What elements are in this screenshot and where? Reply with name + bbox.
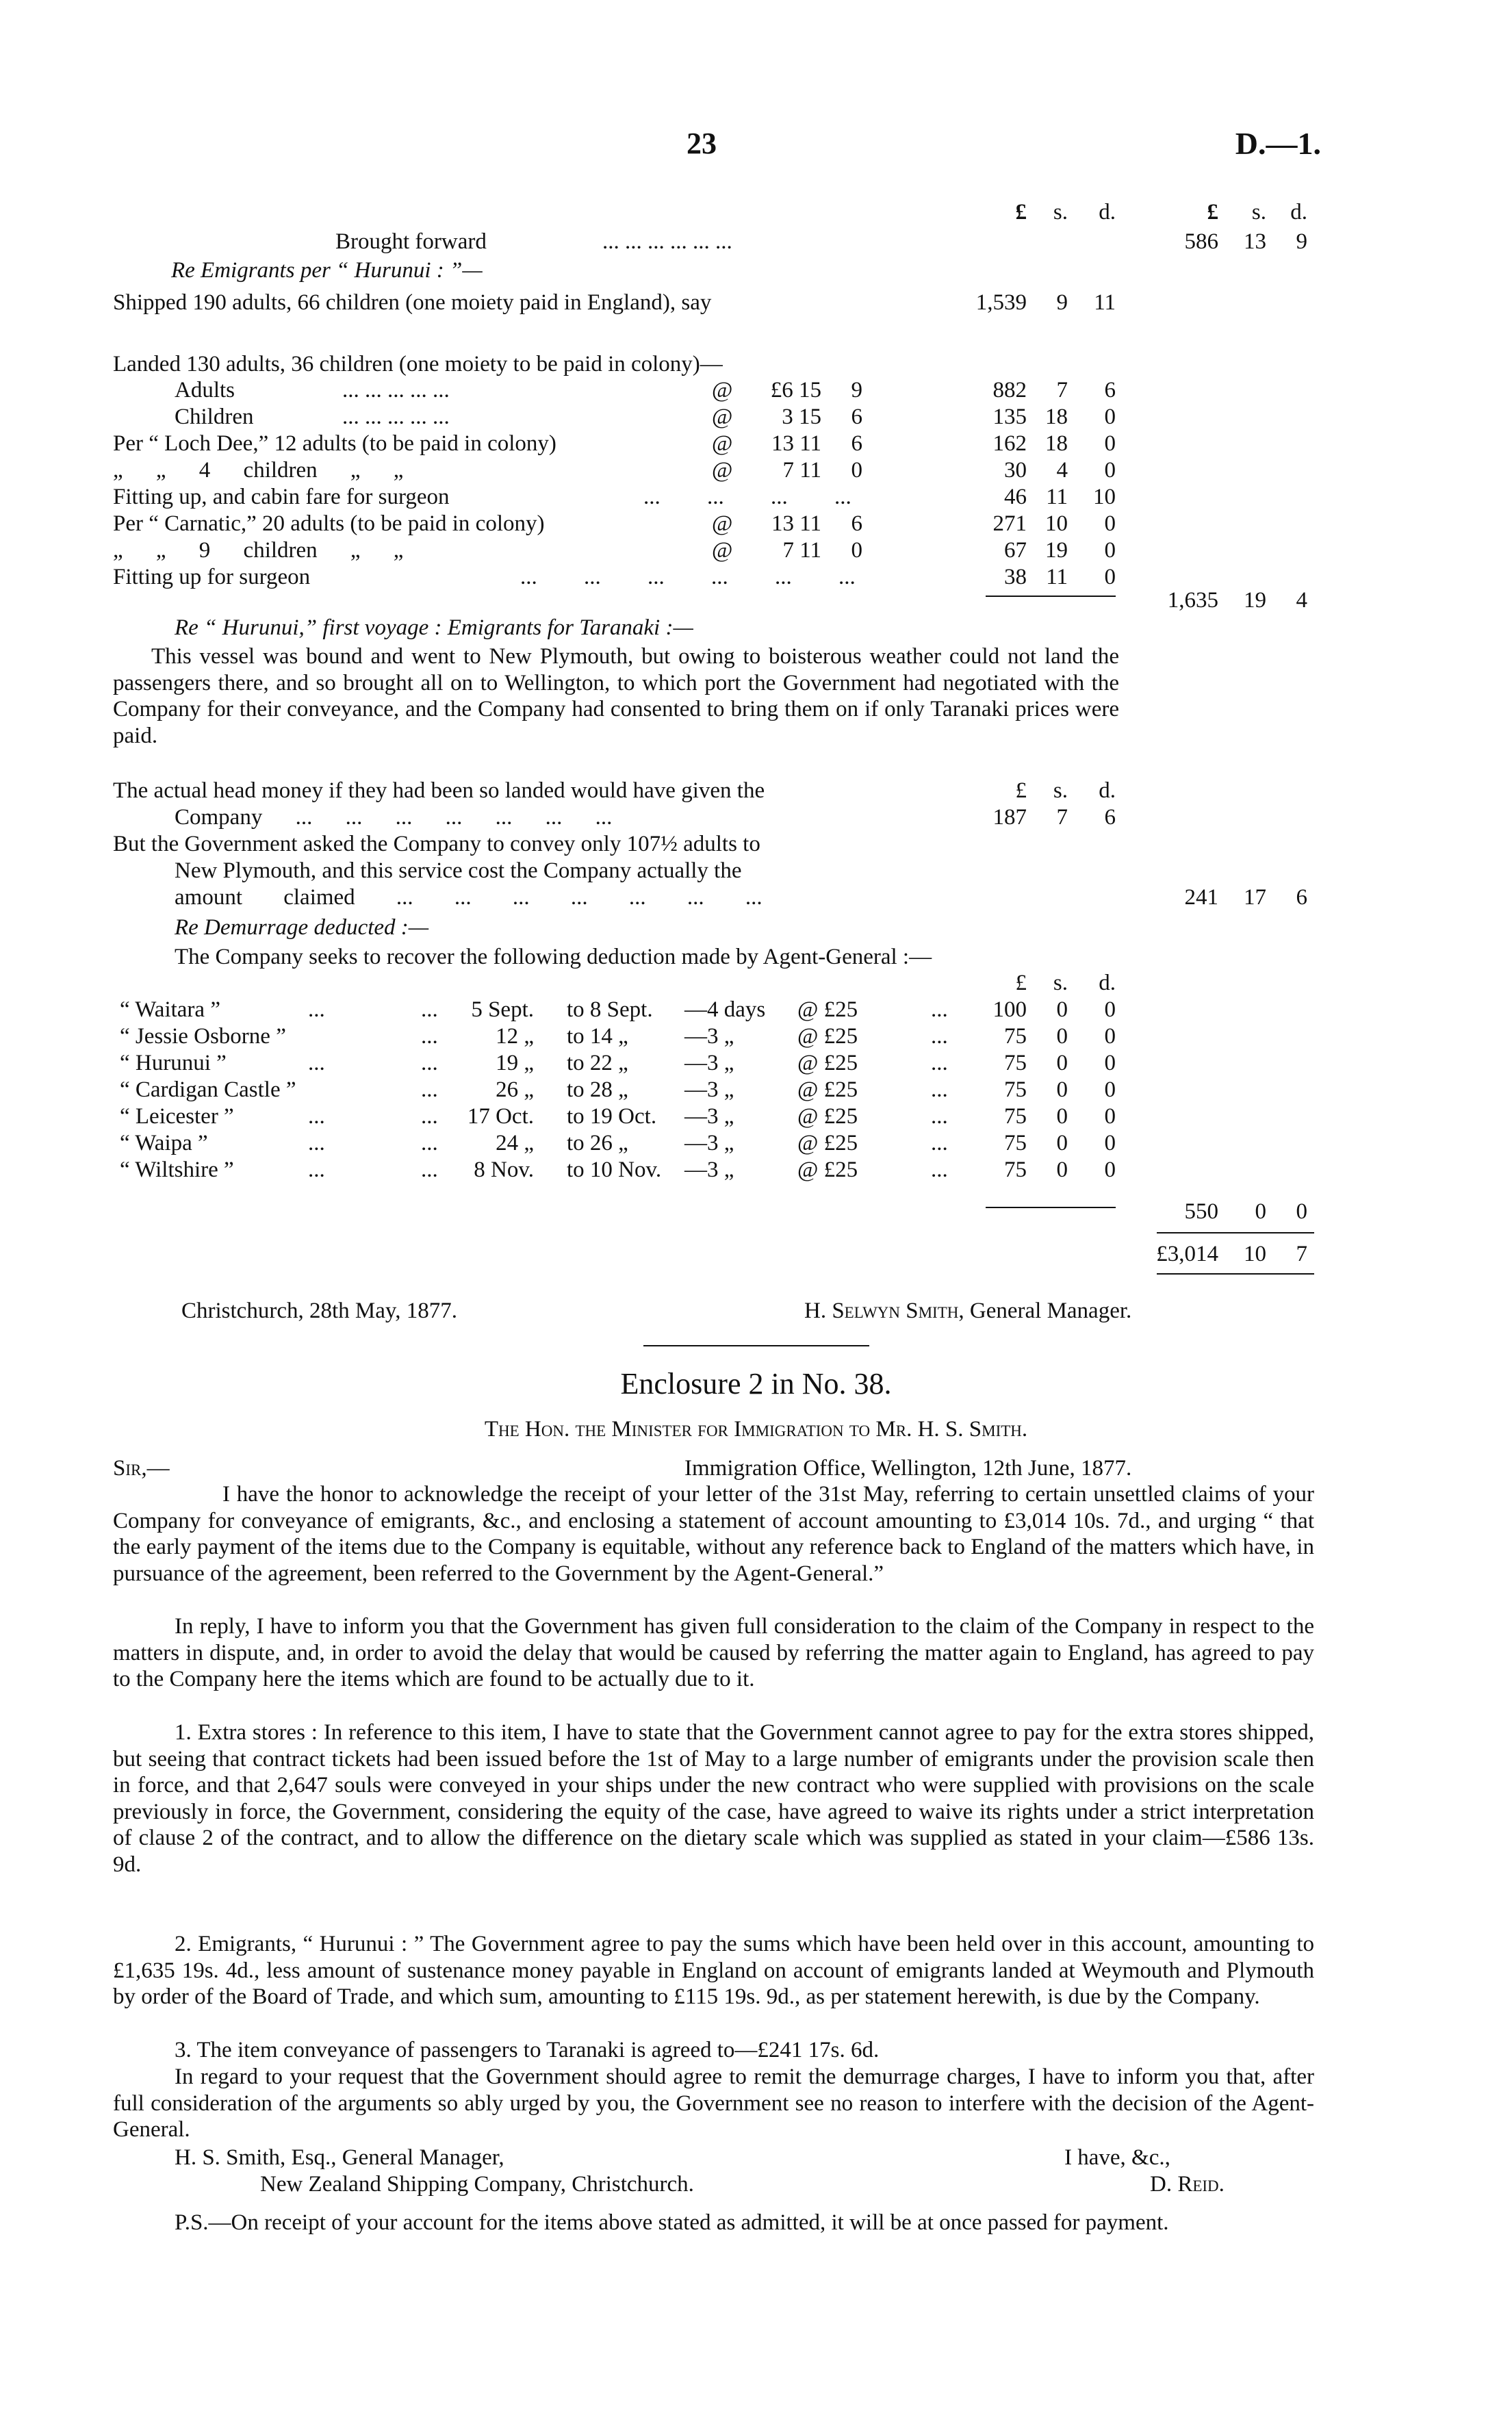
addressee-line-1: H. S. Smith, Esq., General Manager, — [175, 2145, 504, 2170]
shillings-heading: s. — [1251, 200, 1266, 225]
closing-line: I have, &c., — [1064, 2145, 1170, 2170]
taranaki-heading: Re “ Hurunui,” first voyage : Emigrants for Taranaki :— — [175, 615, 693, 640]
demurrage-intro: The Company seeks to recover the following deduction made by Agent-General :— — [175, 945, 932, 969]
brought-forward-label: Brought forward — [335, 229, 487, 254]
document-reference: D.—1. — [1235, 126, 1321, 161]
pound-heading: £ — [1207, 200, 1218, 225]
salutation: Sir,— — [113, 1456, 170, 1481]
letter-paragraph: 1. Extra stores : In reference to this item, I have to state that the Government cannot agree to pay for the extra stores shipped, but seeing that contract tickets had been issued before the 1st of May to a large number of emigrants under the provision scale then in force, and that 2,647 souls were conveyed in your ships under the new contract who were supplied with provisions on the scale previously in force, the Government, considering the equity of the case, have agreed to waive its rights under a strict interpretation of clause 2 of the contract, and to allow the difference on the dietary scale which was supplied as stated in your claim—£586 13s. 9d. — [113, 1720, 1314, 1877]
letter-paragraph: I have the honor to acknowledge the receipt of your letter of the 31st May, referring to certain unsettled claims of your Company for conveyance of emigrants, &c., and enclosing a statement of account amounting to £3,014 10s. 7d., and urging “ that the early payment of the items due to the Company is equitable, without any reference back to England of the matters which have, in pursuance of the agreement, been referred to the Government by the Agent-General.” — [113, 1482, 1314, 1586]
shillings-heading: s. — [1053, 200, 1068, 225]
place-date: Christchurch, 28th May, 1877. — [181, 1299, 457, 1323]
landed-label: Landed 130 adults, 36 children (one moiety to be paid in colony)— — [113, 352, 723, 376]
letter-paragraph: In reply, I have to inform you that the Government has given full consideration to the claim of the Company in respect to the matters in dispute, and, in order to avoid the delay that would be caused by referring the matter again to England, has agreed to pay to the Company here the items which are found to be actually due to it. — [113, 1614, 1314, 1691]
demurrage-heading: Re Demurrage deducted :— — [175, 915, 429, 940]
letter-paragraph: 3. The item conveyance of passengers to Taranaki is agreed to—£241 17s. 6d. — [175, 2038, 880, 2062]
signature-title: General Manager. — [969, 1299, 1132, 1323]
head-money-line-1: The actual head money if they had been so landed would have given the — [113, 778, 765, 803]
signatory: D. Reid. — [1150, 2172, 1225, 2197]
head-money-line-2: Company ... ... ... ... ... ... ... — [175, 805, 613, 830]
subtotal-rule — [986, 596, 1116, 597]
pence-heading: d. — [1099, 200, 1116, 225]
letter-paragraph: 2. Emigrants, “ Hurunui : ” The Government agree to pay the sums which have been held over in this account, amounting to £1,635 19s. 4d., less amount of sustenance money payable in England on account of emigrants landed at Weymouth and Plymouth by order of the Board of Trade, and which sum, amounting to £115 19s. 9d., as per statement herewith, is due by the Company. — [113, 1932, 1314, 2009]
signature: H. Selwyn Smith, — [804, 1299, 964, 1323]
but-line-3: amount claimed ... ... ... ... ... ... ... — [175, 885, 763, 910]
total-rule-top — [1157, 1232, 1314, 1233]
section-divider — [643, 1345, 869, 1346]
demurrage-rule — [986, 1207, 1116, 1208]
pence-heading: d. — [1290, 200, 1307, 225]
pound-heading: £ — [1015, 200, 1027, 225]
but-line-2: New Plymouth, and this service cost the Company actually the — [175, 858, 742, 883]
enclosure-heading: Enclosure 2 in No. 38. — [620, 1367, 892, 1401]
letter-paragraph: In regard to your request that the Government should agree to remit the demurrage charges, I have to inform you that, after full consideration of the arguments so ably urged by you, the Government see no reason to interfere with the decision of the Agent-General. — [113, 2064, 1314, 2142]
leader-dots: ... ... ... ... ... ... — [602, 229, 732, 254]
address-date: Immigration Office, Wellington, 12th June, 1877. — [684, 1456, 1132, 1481]
addressee-line-2: New Zealand Shipping Company, Christchurch. — [260, 2172, 694, 2197]
page: 23 D.—1. £ s. d. £ s. d. Brought forward ... ... ... ... ... ... 586 13 9 Re Emigrants per “ Hurunui : ”— Shipped 190 adults, 66 children (one moiety paid in England), say 1,539 9 11 Landed 130 adults, 36 children (one moiety to be paid in colony)— Adults ... ... ... ... ... @ £6 15 9 882 7 6 Children ... ... ... ... ... @ 3 15 6 135 18 0 Per “ Loch Dee,” 12 adults (to be paid in colony) @ 13 11 6 162 18 0 „ „ 4 children „ „ @ 7 11 0 30 4 0 Fitting up, and cabin fare for surgeon ... ... ... ... 46 11 10 Per “ Carnatic,” 20 adults (to be paid in colony) @ 13 11 6 271 10 0 „ „ 9 children „ „ @ 7 11 0 67 19 0 Fitting up for surgeon ... ... ... ... ... ... 38 11 0 1,635 19 4 Re “ Hurunui,” first voyage : Emigrants for Taranaki :— This vessel was bound and went to New Plymouth, but owing to boisterous weather could not land the passengers there, and so brought all on to Wellington, to which port the Government had negotiated with the Company for their conveyance, and the Company had consented to bring them on if only Taranaki prices were paid. The actual head money if they had been so landed would have given the £ s. d. Company ... ... ... ... ... ... ... 187 7 6 But the Government asked the Company to convey only 107½ adults to New Plymouth, and this service cost the Company actually the amount claimed ... ... ... ... ... ... ... 241 17 6 Re Demurrage deducted :— The Company seeks to recover the following deduction made by Agent-General :— £ s. d. “ Waitara ” ... ... 5 Sept. to 8 Sept. —4 days @ £25 ... 100 0 0 “ Jessie Osborne ” ... 12 „ to 14 „ —3 „ @ £25 ... 75 0 0 “ Hurunui ” ... ... 19 „ to 22 „ —3 „ @ £25 ... 75 0 0 “ Cardigan Castle ” ... 26 „ to 28 „ —3 „ @ £25 ... 75 0 0 “ Leicester ” ... ... 17 Oct. to 19 Oct. —3 „ @ £25 ... 75 0 0 “ Waipa ” ... ... 24 „ to 26 „ —3 „ @ £25 ... 75 0 0 “ Wiltshire ” ... ... 8 Nov. to 10 Nov. —3 „ @ £25 ... 75 0 0 550 0 0 £3,014 10 7 Christchurch, 28th May, 1877. H. Selwyn Smith, General Manager. Enclosure 2 in No. 38. The Hon. the Minister for Immigration to Mr. H. S. Smith. Sir,— Immigration Office, Wellington, 12th June, 1877. I have the honor to acknowledge the receipt of your letter of the 31st May, referring to certain unsettled claims of your Company for conveyance of emigrants, &c., and enclosing a statement of account amounting to £3,014 10s. 7d., and urging “ that the early payment of the items due to the Company is equitable, without any reference back to England of the matters which have, in pursuance of the agreement, been referred to the Government by the Agent-General.” In reply, I have to inform you that the Government has given full consideration to the claim of the Company in respect to the matters in dispute, and, in order to avoid the delay that would be caused by referring the matter again to England, has agreed to pay to the Company here the items which are found to be actually due to it. 1. Extra stores : In reference to this item, I have to state that the Government cannot agree to pay for the extra stores shipped, but seeing that contract tickets had been issued before the 1st of May to a large number of emigrants under the provision scale then in force, and that 2,647 souls were conveyed in your ships under the new contract who were supplied with provisions on the scale previously in force, the Government, considering the equity of the case, have agreed to waive its rights under a strict interpretation of clause 2 of the contract, and to allow the difference on the dietary scale which was supplied as stated in your claim—£586 13s. 9d. 2. Emigrants, “ Hurunui : ” The Government agree to pay the sums which have been held over in this account, amounting to £1,635 19s. 4d., less amount of sustenance money payable in England on account of emigrants landed at Weymouth and Plymouth by order of the Board of Trade, and which sum, amounting to £115 19s. 9d., as per statement herewith, is due by the Company. 3. The item conveyance of passengers to Taranaki is agreed to—£241 17s. 6d. In regard to your request that the Government should agree to remit the demurrage charges, I have to inform you that, after full consideration of the arguments so ably urged by you, the Government see no reason to interfere with the decision of the Agent-General. H. S. Smith, Esq., General Manager, I have, &c., New Zealand Shipping Company, Christchurch. D. Reid. P.S.—On receipt of your account for the items above stated as admitted, it will be at once passed for payment. — [0, 0, 1512, 2417]
shipped-label: Shipped 190 adults, 66 children (one moiety paid in England), say — [113, 290, 712, 315]
page-number: 23 — [687, 127, 717, 160]
enclosure-subheading: The Hon. the Minister for Immigration to Mr. H. S. Smith. — [484, 1417, 1028, 1442]
but-line-1: But the Government asked the Company to convey only 107½ adults to — [113, 832, 760, 856]
total-rule-bottom — [1157, 1273, 1314, 1275]
hurunui-heading: Re Emigrants per “ Hurunui : ”— — [171, 258, 483, 283]
postscript: P.S.—On receipt of your account for the items above stated as admitted, it will be at once passed for payment. — [175, 2210, 1169, 2235]
taranaki-paragraph: This vessel was bound and went to New Plymouth, but owing to boisterous weather could not land the passengers there, and so brought all on to Wellington, to which port the Government had negotiated with the Company for their conveyance, and the Company had consented to bring them on if only Taranaki prices were paid. — [113, 644, 1119, 748]
signature-block — [804, 1297, 1131, 1325]
